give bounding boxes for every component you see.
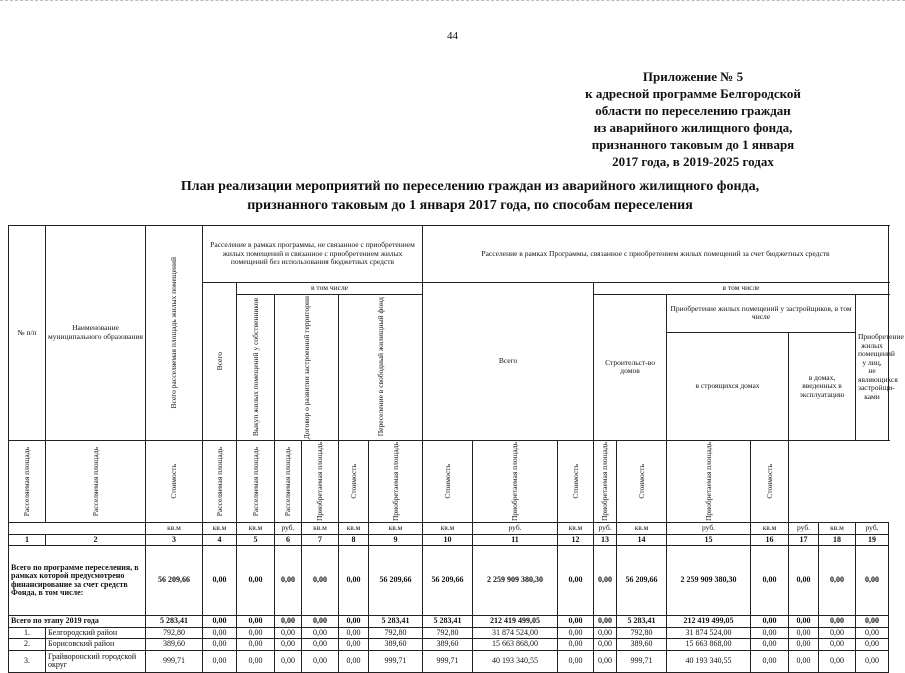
column-number-cell: 1 [9, 534, 46, 546]
row-name: Всего по программе переселения, в рамках которой предусмотрено финансирование за счет средств Фонда, в том числе: [9, 546, 146, 616]
value-cell: 0,00 [339, 650, 369, 672]
unit-cell: кв.м [558, 522, 594, 534]
subheader-cost: Стоимость [339, 440, 369, 522]
header-group-budget: Расселение в рамках Программы, связанное с приобретением жилых помещений за счет бюджетных средств [423, 226, 889, 283]
value-cell: 792,80 [146, 627, 203, 639]
value-cell: 0,00 [339, 627, 369, 639]
unit-cell: руб. [594, 522, 617, 534]
header-total: Всего [203, 283, 237, 441]
value-cell: 0,00 [856, 627, 889, 639]
value-cell: 0,00 [594, 639, 617, 651]
header-acq-developers: Приобретение жилых помещений у застройщиков, в том числе [667, 294, 856, 332]
header-in-total: в том числе [237, 283, 423, 295]
plan-title-line: План реализации мероприятий по переселению граждан из аварийного жилищного фонда, [180, 179, 760, 194]
value-cell: 15 663 868,00 [667, 639, 751, 651]
value-cell: 0,00 [302, 546, 339, 616]
subheader-acquired-area: Приобретаемая площадь [473, 440, 558, 522]
unit-cell: руб. [789, 522, 819, 534]
value-cell: 2 259 909 380,30 [473, 546, 558, 616]
value-cell: 999,71 [146, 650, 203, 672]
unit-cell: кв.м [819, 522, 856, 534]
value-cell: 389,60 [369, 639, 423, 651]
value-cell: 31 874 524,00 [473, 627, 558, 639]
row-name: Грайворонский городской округ [46, 650, 146, 672]
header-num: № п/п [9, 226, 46, 441]
column-number-cell: 3 [146, 534, 203, 546]
subheader-cost: Стоимость [751, 440, 789, 522]
value-cell: 0,00 [237, 639, 275, 651]
header-in-building: в строящихся домах [667, 332, 789, 440]
units-row [9, 522, 889, 534]
value-cell: 0,00 [203, 627, 237, 639]
subheader-resettled-area: Расселяемая площадь [275, 440, 302, 522]
row-number: 1. [9, 627, 46, 639]
value-cell: 5 283,41 [146, 616, 203, 628]
column-number-cell: 10 [423, 534, 473, 546]
value-cell: 389,60 [146, 639, 203, 651]
value-cell: 0,00 [856, 616, 889, 628]
value-cell: 0,00 [302, 650, 339, 672]
row-name: Борисовский район [46, 639, 146, 651]
value-cell: 0,00 [819, 639, 856, 651]
value-cell: 0,00 [789, 627, 819, 639]
value-cell: 0,00 [856, 546, 889, 616]
subheader-cost: Стоимость [146, 440, 203, 522]
value-cell: 0,00 [594, 650, 617, 672]
value-cell: 0,00 [789, 650, 819, 672]
appendix-line: области по переселению граждан [595, 103, 791, 118]
subheader-resettled-area: Расселяемая площадь [203, 440, 237, 522]
value-cell: 5 283,41 [369, 616, 423, 628]
header-total-area: Всего расселяемая площадь жилых помещений [146, 226, 203, 441]
subheader-cost: Стоимость [558, 440, 594, 522]
header-free-fund: Переселение в свободный жилищный фонд [339, 294, 423, 440]
header-dev-contract: Договор о развитии застроенной территории [275, 294, 339, 440]
table-row [9, 546, 889, 616]
value-cell: 792,80 [423, 627, 473, 639]
value-cell: 212 419 499,05 [667, 616, 751, 628]
plan-title-line: признанного таковым до 1 января 2017 года, по способам переселения [247, 198, 693, 213]
table-row [9, 627, 889, 639]
value-cell: 792,80 [617, 627, 667, 639]
value-cell: 0,00 [203, 650, 237, 672]
value-cell: 5 283,41 [617, 616, 667, 628]
value-cell: 999,71 [423, 650, 473, 672]
unit-cell: руб. [275, 522, 302, 534]
value-cell: 2 259 909 380,30 [667, 546, 751, 616]
unit-cell: кв.м [751, 522, 789, 534]
value-cell: 0,00 [302, 627, 339, 639]
appendix-line: Приложение № 5 [642, 69, 744, 84]
value-cell: 0,00 [751, 627, 789, 639]
header-group-not-budget: Расселение в рамках программы, не связанное с приобретением жилых помещений и связанное с приобретением жилых помещений без использования бюджетных средств [203, 226, 423, 283]
header-buyout: Выкуп жилых помещений у собственников [237, 294, 275, 440]
table-row [9, 650, 889, 672]
value-cell: 15 663 868,00 [473, 639, 558, 651]
value-cell: 0,00 [751, 546, 789, 616]
subheader-acquired-area: Приобретаемая площадь [667, 440, 751, 522]
column-number-cell: 12 [558, 534, 594, 546]
value-cell: 0,00 [339, 546, 369, 616]
appendix-line: 2017 года, в 2019-2025 годах [612, 154, 774, 169]
subheader-cost: Стоимость [423, 440, 473, 522]
table-row [9, 639, 889, 651]
value-cell: 792,80 [369, 627, 423, 639]
unit-cell: кв.м [203, 522, 237, 534]
value-cell: 5 283,41 [423, 616, 473, 628]
unit-cell: кв.м [423, 522, 473, 534]
value-cell: 0,00 [751, 650, 789, 672]
value-cell: 0,00 [856, 650, 889, 672]
column-number-cell: 2 [46, 534, 146, 546]
row-name: Белгородский район [46, 627, 146, 639]
value-cell: 0,00 [339, 639, 369, 651]
value-cell: 0,00 [275, 616, 302, 628]
value-cell: 0,00 [237, 627, 275, 639]
value-cell: 0,00 [237, 650, 275, 672]
value-cell: 0,00 [558, 546, 594, 616]
value-cell: 31 874 524,00 [667, 627, 751, 639]
value-cell: 0,00 [594, 546, 617, 616]
value-cell: 0,00 [203, 546, 237, 616]
plan-title [90, 177, 850, 215]
column-number-cell: 8 [339, 534, 369, 546]
value-cell: 0,00 [203, 639, 237, 651]
column-number-cell: 19 [856, 534, 889, 546]
value-cell: 0,00 [203, 616, 237, 628]
value-cell: 0,00 [237, 616, 275, 628]
unit-cell: кв.м [237, 522, 275, 534]
value-cell: 0,00 [558, 650, 594, 672]
value-cell: 389,60 [617, 639, 667, 651]
value-cell: 0,00 [275, 627, 302, 639]
column-number-cell: 4 [203, 534, 237, 546]
subheader-acquired-area: Приобретаемая площадь [302, 440, 339, 522]
subheader-resettled-area: Расселяемая площадь [46, 440, 146, 522]
value-cell: 0,00 [751, 639, 789, 651]
value-cell: 0,00 [819, 627, 856, 639]
value-cell: 0,00 [275, 650, 302, 672]
unit-cell: руб. [856, 522, 889, 534]
appendix-line: признанного таковым до 1 января [591, 137, 795, 152]
unit-cell: руб. [667, 522, 751, 534]
column-number-cell: 15 [667, 534, 751, 546]
resettlement-plan-table [8, 225, 904, 673]
value-cell: 0,00 [558, 627, 594, 639]
value-cell: 0,00 [237, 546, 275, 616]
header-in-total-2: в том числе [594, 283, 889, 295]
table-row [9, 616, 889, 628]
appendix-line: к адресной программе Белгородской [585, 86, 801, 101]
value-cell: 0,00 [789, 639, 819, 651]
column-number-cell: 13 [594, 534, 617, 546]
column-number-cell: 16 [751, 534, 789, 546]
header-acq-non-developers: Приобретение жилых помещений у лиц, не являющихся застройщи-ками [856, 294, 889, 440]
column-number-cell: 18 [819, 534, 856, 546]
value-cell: 0,00 [594, 627, 617, 639]
value-cell: 212 419 499,05 [473, 616, 558, 628]
row-number: 2. [9, 639, 46, 651]
value-cell: 0,00 [856, 639, 889, 651]
value-cell: 0,00 [751, 616, 789, 628]
value-cell: 0,00 [819, 650, 856, 672]
value-cell: 0,00 [789, 546, 819, 616]
unit-cell: кв.м [146, 522, 203, 534]
value-cell: 0,00 [819, 546, 856, 616]
header-in-operation: в домах, введенных в эксплуатацию [789, 332, 856, 440]
value-cell: 56 209,66 [423, 546, 473, 616]
column-number-cell: 14 [617, 534, 667, 546]
value-cell: 0,00 [275, 546, 302, 616]
column-number-cell: 6 [275, 534, 302, 546]
column-number-cell: 17 [789, 534, 819, 546]
header-construction: Строительст-во домов [594, 294, 667, 440]
appendix-line: из аварийного жилищного фонда, [593, 120, 793, 135]
subheader-acquired-area: Приобретаемая площадь [594, 440, 617, 522]
value-cell: 56 209,66 [146, 546, 203, 616]
header-name: Наименование муниципального образования [46, 226, 146, 441]
column-number-cell: 9 [369, 534, 423, 546]
unit-cell: кв.м [617, 522, 667, 534]
value-cell: 0,00 [302, 639, 339, 651]
value-cell: 0,00 [789, 616, 819, 628]
value-cell: 40 193 340,55 [667, 650, 751, 672]
scan-top-edge [0, 0, 905, 5]
appendix-heading [563, 68, 823, 170]
value-cell: 0,00 [594, 616, 617, 628]
value-cell: 40 193 340,55 [473, 650, 558, 672]
column-number-cell: 11 [473, 534, 558, 546]
value-cell: 0,00 [339, 616, 369, 628]
value-cell: 56 209,66 [617, 546, 667, 616]
page-number: 44 [447, 30, 458, 42]
value-cell: 56 209,66 [369, 546, 423, 616]
subheader-cost: Стоимость [617, 440, 667, 522]
header-total-2: Всего [423, 283, 594, 441]
value-cell: 0,00 [558, 639, 594, 651]
subheader-resettled-area: Расселяемая площадь [9, 440, 46, 522]
column-number-cell: 7 [302, 534, 339, 546]
value-cell: 0,00 [558, 616, 594, 628]
units-blank-cell [9, 522, 146, 534]
subheader-acquired-area: Приобретаемая площадь [369, 440, 423, 522]
column-numbers-row [9, 534, 889, 546]
value-cell: 0,00 [275, 639, 302, 651]
unit-cell: кв.м [339, 522, 369, 534]
value-cell: 0,00 [302, 616, 339, 628]
value-cell: 389,60 [423, 639, 473, 651]
column-number-cell: 5 [237, 534, 275, 546]
row-name: Всего по этапу 2019 года [9, 616, 146, 628]
row-number: 3. [9, 650, 46, 672]
unit-cell: кв.м [302, 522, 339, 534]
subheader-resettled-area: Расселяемая площадь [237, 440, 275, 522]
value-cell: 999,71 [617, 650, 667, 672]
unit-cell: кв.м [369, 522, 423, 534]
value-cell: 0,00 [819, 616, 856, 628]
value-cell: 999,71 [369, 650, 423, 672]
unit-cell: руб. [473, 522, 558, 534]
